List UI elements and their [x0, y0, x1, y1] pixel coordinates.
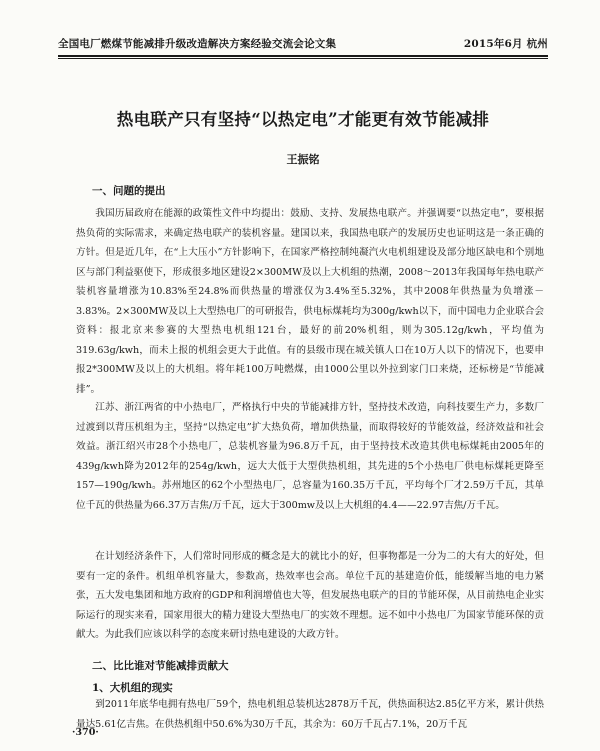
running-header: [58, 36, 548, 51]
author-name: 王振铭: [286, 153, 320, 166]
article-title: 热电联产只有坚持“以热定电”才能更有效节能减排: [116, 110, 490, 129]
section-2-heading: 二、比比谁对节能减排贡献大: [92, 660, 229, 672]
section-2-body: [76, 695, 544, 734]
paragraph-2: 江苏、浙江两省的中小热电厂，严格执行中央的节能减排方针，坚持技术改造，向科技要生产力，多数厂过渡到以背压机组为主，坚持“以热定电”扩大热负荷，增加供热量，而取得较好的节能效益，经济效益和社会效益。浙江绍兴市28个小热电厂，总装机容量为96.8万千瓦，由于坚持技术改造其供电标煤耗由2005年的439g/kwh降为2012年的254g/kwh，远大大低于大型供热机组，其先进的5个小热电厂供电标煤耗更降至157—190g/kwh。苏州地区的62个小型热电厂，总容量为160.35万千瓦，平均每个厂才2.59万千瓦，其单位千瓦的供热量为66.37万吉焦/万千瓦，远大于300mw及以上大机组的4.4——22.97吉焦/万千瓦。: [76, 402, 544, 511]
section-1-body: [76, 204, 544, 399]
header-rule: [58, 55, 548, 57]
running-header-left: 全国电厂燃煤节能减排升级改造解决方案经验交流会论文集: [58, 38, 337, 50]
paragraph-1: 我国历届政府在能源的政策性文件中均提出：鼓励、支持、发展热电联产。并强调要“以热定电”，要根据热负荷的实际需求，来确定热电联产的装机容量。建国以来，我国热电联产的发展历史也证明这是一条正确的方针。但是近几年，在“上大压小”方针影响下，在国家严格控制纯凝汽火电机组建设及部分地区缺电和个别地区与部门利益驱使下，形成很多地区建设2×300MW及以上大机组的热潮，2008～2013年我国每年热电联产装机容量增涨为10.83%至24.8%而供热量的增涨仅为3.4%至5.32%，其中2008年供热量为负增涨－3.83%。2×300MW及以上大型热电厂的可研报告，供电标煤耗均为300g/kwh以下，而中国电力企业联合会资料：报北京来参赛的大型热电机组121台，最好的前20%机组，则为305.12g/kwh，平均值为319.63g/kwh，而未上报的机组会更大于此值。有的县级市现在城关镇人口在10万人以下的情况下，也要申报2*300MW及以上的大机组。将年耗100万吨燃煤，由1000公里以外拉到家门口来烧，还标榜是“节能减排”。: [76, 208, 544, 395]
subsection-1-heading: 1、大机组的现实: [92, 682, 173, 694]
paragraph-4: 到2011年底华电拥有热电厂59个，热电机组总装机达2878万千瓦，供热面积达2.85亿平方米，累计供热量达5.61亿吉焦。在供热机组中50.6%为30万千瓦，其余为：60万千瓦占7.1%，20万千瓦: [76, 699, 544, 730]
paragraph-3: 在计划经济条件下，人们常时同形成的概念是大的就比小的好，但事物都是一分为二的大有大的好处，但要有一定的条件。机组单机容量大，参数高，热效率也会高。单位千瓦的基建造价低，能缓解当地的电力紧张，五大发电集团和地方政府的GDP和利润增值也大等，但发展热电联产的目的节能环保，从目前热电企业实际运行的现实来看，国家用很大的精力建设大型热电厂的实效不理想。远不如中小热电厂为国家节能环保的贡献大。为此我们应该以科学的态度来研讨热电建设的大政方针。: [76, 551, 544, 640]
header-rule-thin: [58, 58, 548, 59]
running-header-right: 2015年6月 杭州: [463, 38, 548, 50]
section-1-body-3: [76, 547, 544, 645]
section-1-body-2: [76, 398, 544, 515]
section-1-heading: 一、问题的提出: [92, 185, 166, 197]
page-number: ·370·: [72, 727, 99, 738]
